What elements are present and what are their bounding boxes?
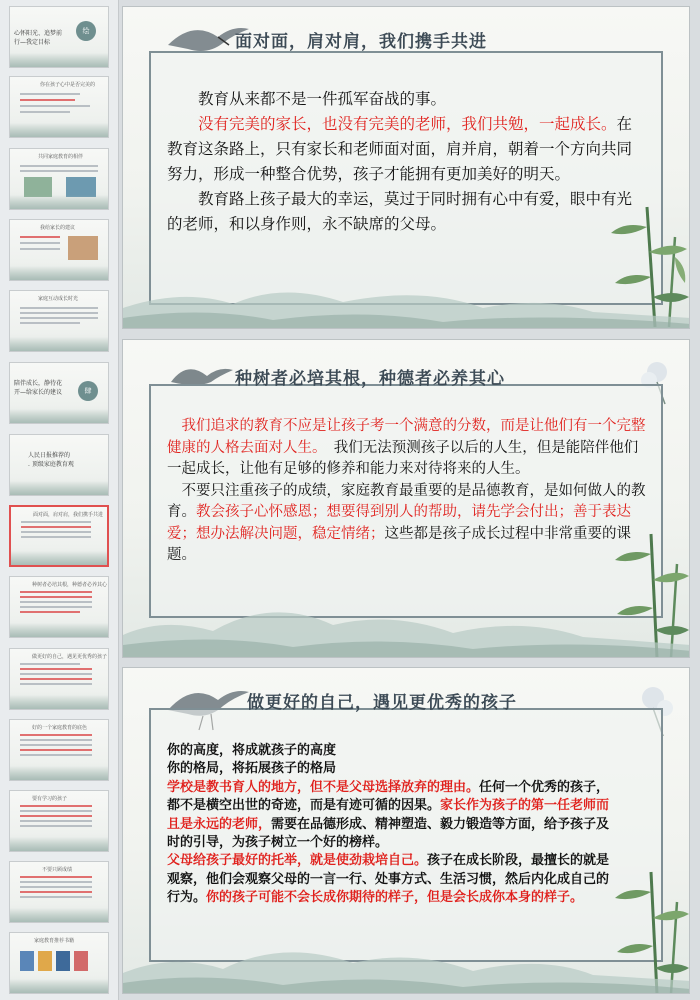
slide-thumbnail-4[interactable] xyxy=(9,219,109,281)
thumbnail-title: 你在孩子心中是否完美的 xyxy=(40,82,96,88)
body-text: 你的格局，将拓展孩子的格局 xyxy=(167,761,337,777)
slide-thumbnail-7[interactable] xyxy=(9,434,109,496)
mountain-decoration xyxy=(123,268,690,328)
slide-better-self[interactable] xyxy=(122,667,690,994)
thumbnail-title: 心怀阳光、追梦前 行—我定目标 xyxy=(14,30,63,46)
mountain-decoration xyxy=(10,266,108,280)
highlight-text: 你的孩子可能不会长成你期待的样子，但是会长成你本身的样子。 xyxy=(206,890,584,906)
thumbnail-title: 家庭教育推荐书籍 xyxy=(34,938,75,944)
slide-title: 做更好的自己，遇见更优秀的孩子 xyxy=(247,693,517,713)
slide-thumbnail-11[interactable] xyxy=(9,719,109,781)
paragraph xyxy=(167,760,615,778)
body-text: 任何一个优秀的孩子，都不是横空出世的奇迹，而是有迹可循的因果。 xyxy=(167,779,610,814)
mountain-decoration xyxy=(10,195,108,209)
thumbnail-title: 陪伴成长，静待花 开—给家长的建议 xyxy=(14,380,63,396)
highlight-text: 教会孩子心怀感恩；想要得到别人的帮助，请先学会付出；善于表达爱；想办法解决问题，稳定情绪； xyxy=(167,504,631,542)
mountain-decoration xyxy=(10,53,108,67)
mountain-decoration xyxy=(11,551,107,565)
paragraph xyxy=(167,416,647,481)
slide-title: 种树者必培其根，种德者必养其心 xyxy=(235,369,505,389)
thumbnail-title: 要有学习的孩子 xyxy=(32,796,68,802)
highlight-text: 父母给孩子最好的托举，就是使劲栽培自己。 xyxy=(167,853,428,869)
body-text: 教育路上孩子最大的幸运，莫过于同时拥有心中有爱，眼中有光的老师，和以身作则，永不缺席的父母。 xyxy=(167,190,633,233)
thumbnail-title: 种树者必培其根，种德者必养其心 xyxy=(32,582,108,588)
mountain-decoration xyxy=(10,623,108,637)
mountain-decoration xyxy=(10,695,108,709)
paragraph xyxy=(167,481,647,567)
slide-thumbnail-9[interactable] xyxy=(9,576,109,638)
slide-thumbnail-8[interactable] xyxy=(9,505,109,567)
slide-thumbnail-3[interactable] xyxy=(9,148,109,210)
thumbnail-title: 人民日报推荐的 . 顶级家庭教育观 xyxy=(28,452,74,468)
thumbnail-title: 不要只顾成绩 xyxy=(42,867,73,873)
slide-thumbnail-panel[interactable] xyxy=(0,0,119,1000)
thumbnail-title: 好的一个家庭教育的底色 xyxy=(32,725,88,731)
highlight-text: 家长作为孩子的第一任老师而且是永远的老师， xyxy=(167,798,610,832)
body-text: 不要只注重孩子的成绩，家庭教育最重要的是品德教育，是如何做人的教育。 xyxy=(167,482,646,520)
slide-thumbnail-1[interactable] xyxy=(9,6,109,68)
mountain-decoration xyxy=(123,587,690,657)
highlight-text: 没有完美的家长，也没有完美的老师，我们共勉，一起成长。 xyxy=(167,115,617,133)
body-text: 需要在品德形成、精神塑造、毅力锻造等方面，给予孩子及时的引导，为孩子树立一个好的榜样。 xyxy=(167,816,610,851)
slide-body-text xyxy=(167,742,615,908)
mountain-decoration xyxy=(10,979,108,993)
slide-thumbnail-5[interactable] xyxy=(9,290,109,352)
mountain-decoration xyxy=(10,123,108,137)
thumbnail-title: 家庭互动成长时光 xyxy=(38,296,79,302)
slide-body-text xyxy=(167,416,647,567)
slide-thumbnail-10[interactable] xyxy=(9,648,109,710)
paragraph xyxy=(167,742,615,760)
seal-icon: 肆 xyxy=(78,381,98,401)
mountain-decoration xyxy=(10,766,108,780)
paragraph xyxy=(167,87,645,112)
thumbnail-title: 我给家长的建议 xyxy=(40,225,76,231)
slide-thumbnail-6[interactable] xyxy=(9,362,109,424)
slide-thumbnail-2[interactable] xyxy=(9,76,109,138)
mountain-decoration xyxy=(10,837,108,851)
slide-thumbnail-14[interactable] xyxy=(9,932,109,994)
mountain-decoration xyxy=(10,908,108,922)
body-text: 你的高度，将成就孩子的高度 xyxy=(167,743,337,758)
mountain-decoration xyxy=(10,337,108,351)
paragraph xyxy=(167,779,615,853)
slide-thumbnail-12[interactable] xyxy=(9,790,109,852)
paragraph xyxy=(167,187,645,237)
slide-cultivate-roots[interactable] xyxy=(122,339,690,658)
paragraph xyxy=(167,112,645,187)
seal-icon: 绘 xyxy=(76,21,96,41)
body-text: 这些都是孩子成长过程中非常重要的课题。 xyxy=(167,525,631,563)
thumbnail-title: 共同家庭教育的相伴 xyxy=(38,154,84,160)
mountain-decoration xyxy=(10,409,108,423)
body-text: 在教育这条路上，只有家长和老师面对面，肩并肩，朝着一个方向共同努力，形成一种整合优势，孩子才能拥有更加美好的明天。 xyxy=(167,115,633,183)
thumbnail-title: 面对面，肩对肩，我们携手共进 xyxy=(33,512,104,518)
mountain-decoration xyxy=(123,927,690,993)
paragraph xyxy=(167,852,615,907)
thumbnail-title: 做更好的自己，遇见更优秀的孩子 xyxy=(32,654,108,660)
body-text: 教育从来都不是一件孤军奋战的事。 xyxy=(167,90,447,108)
body-text: 孩子在成长阶段，最擅长的就是观察，他们会观察父母的一言一行、处事方式、生活习惯，然后内化成自己的行为。 xyxy=(167,853,610,906)
highlight-text: 学校是教书育人的地方，但不是父母选择放弃的理由。 xyxy=(167,779,480,795)
slide-body-text xyxy=(167,87,645,237)
slide-title: 面对面，肩对肩，我们携手共进 xyxy=(235,32,487,52)
highlight-text: 我们追求的教育不应是让孩子考一个满意的分数，而是让他们有一个完整健康的人格去面对人生。 xyxy=(167,418,646,456)
body-text: 我们无法预测孩子以后的人生，但是能陪伴他们一起成长，让他有足够的修养和能力来对待将来的人生。 xyxy=(167,439,639,477)
slide-thumbnail-13[interactable] xyxy=(9,861,109,923)
mountain-decoration xyxy=(10,481,108,495)
slide-face-to-face[interactable] xyxy=(122,6,690,329)
